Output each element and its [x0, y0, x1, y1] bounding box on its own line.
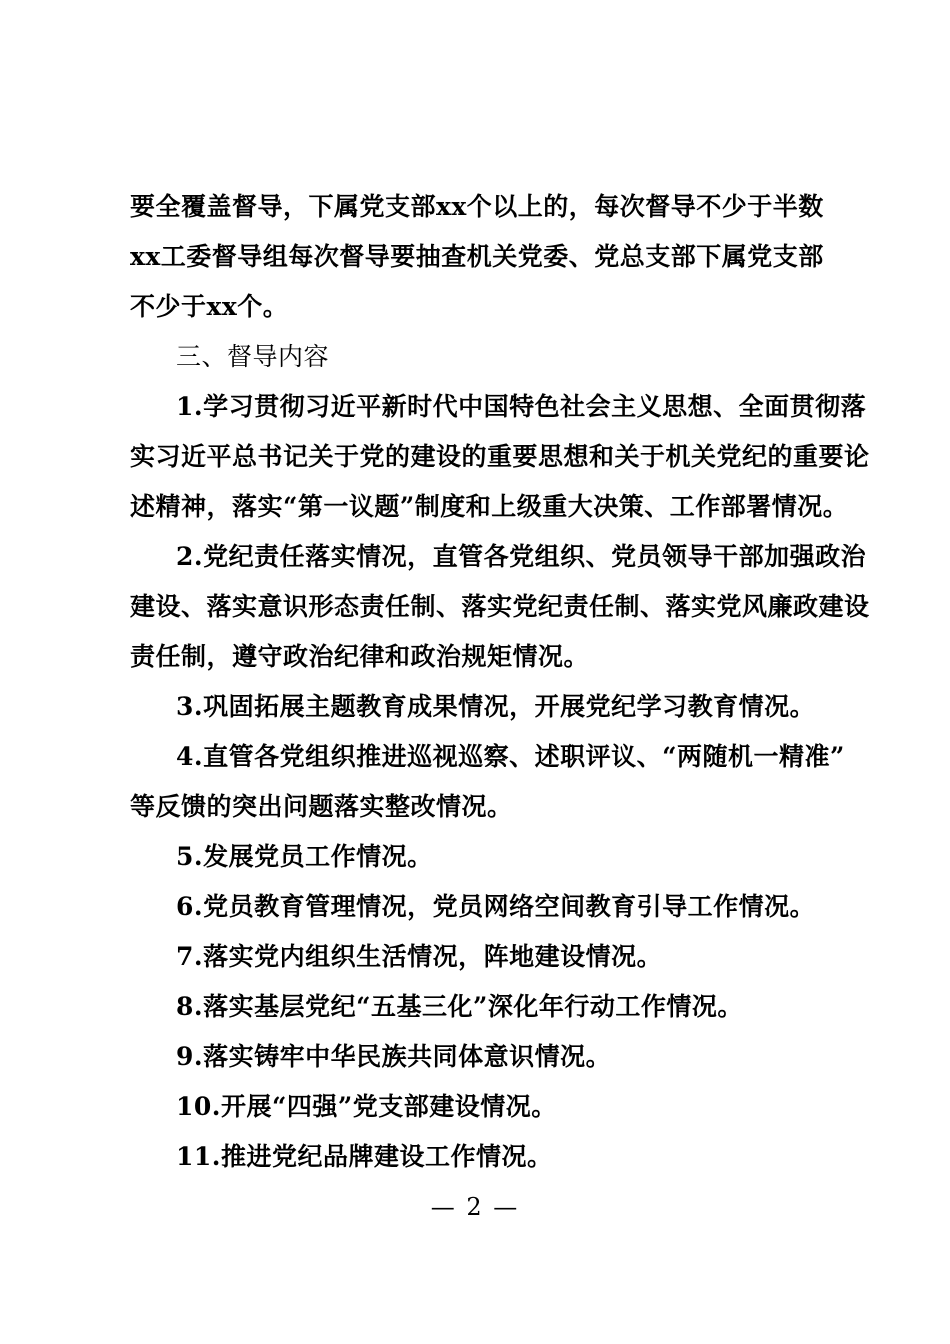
list-item-line: 5.发展党员工作情况。 [176, 842, 433, 871]
list-item-line: 责任制，遵守政治纪律和政治规矩情况。 [130, 642, 590, 671]
list-item-line: 建设、落实意识形态责任制、落实党纪责任制、落实党风廉政建设 [130, 592, 870, 621]
list-item-line: 4.直管各党组织推进巡视巡察、述职评议、“两随机一精准” [176, 742, 845, 771]
list-item-line: 1.学习贯彻习近平新时代中国特色社会主义思想、全面贯彻落 [176, 392, 867, 421]
paragraph-line: 不少于xx个。 [130, 292, 289, 321]
list-item-line: 述精神，落实“第一议题”制度和上级重大决策、工作部署情况。 [130, 492, 849, 521]
list-item-line: 8.落实基层党纪“五基三化”深化年行动工作情况。 [176, 992, 743, 1021]
list-item-line: 3.巩固拓展主题教育成果情况，开展党纪学习教育情况。 [176, 692, 816, 721]
list-item-line: 7.落实党内组织生活情况，阵地建设情况。 [176, 942, 663, 971]
paragraph-line: xx工委督导组每次督导要抽查机关党委、党总支部下属党支部 [130, 242, 824, 271]
list-item-line: 实习近平总书记关于党的建设的重要思想和关于机关党纪的重要论 [130, 442, 870, 471]
list-item-line: 11.推进党纪品牌建设工作情况。 [176, 1142, 553, 1171]
section-heading: 三、督导内容 [176, 342, 330, 371]
paragraph-line: 要全覆盖督导，下属党支部xx个以上的，每次督导不少于半数 [130, 192, 824, 221]
list-item-line: 10.开展“四强”党支部建设情况。 [176, 1092, 557, 1121]
page-number: — 2 — [430, 1193, 520, 1221]
list-item-line: 等反馈的突出问题落实整改情况。 [130, 792, 513, 821]
list-item-line: 6.党员教育管理情况，党员网络空间教育引导工作情况。 [176, 892, 816, 921]
list-item-line: 9.落实铸牢中华民族共同体意识情况。 [176, 1042, 612, 1071]
list-item-line: 2.党纪责任落实情况，直管各党组织、党员领导干部加强政治 [176, 542, 867, 571]
